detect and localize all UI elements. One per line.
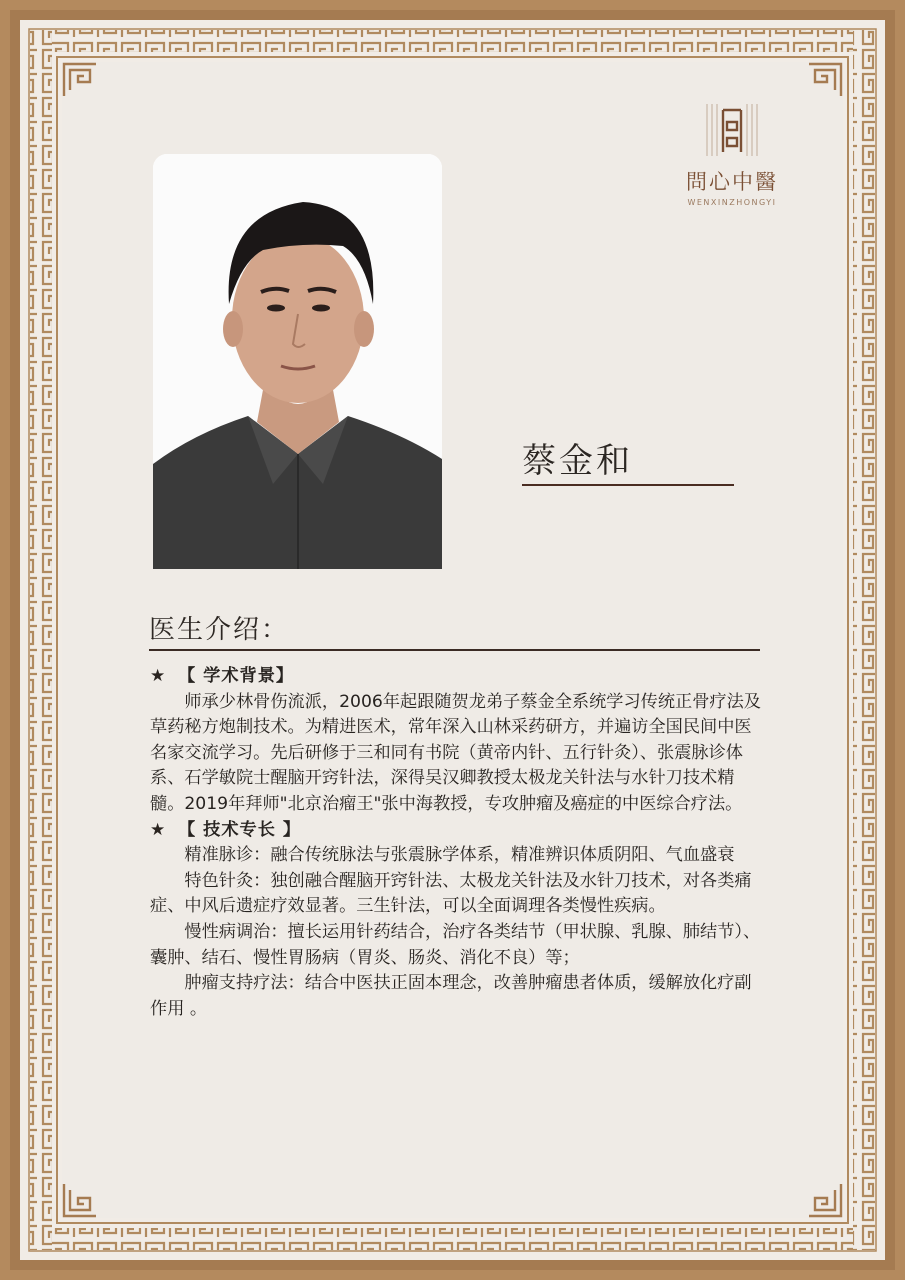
doctor-name: 蔡金和: [522, 441, 633, 481]
section-label: 【 学术背景】: [178, 666, 295, 686]
name-underline: [522, 484, 734, 486]
section-paragraph: 特色针灸：独创融合醒脑开窍针法、太极龙关针法及水针刀技术，对各类痛症、中风后遗症疗效显著。三生针法，可以全面调理各类慢性疾病。: [150, 870, 752, 917]
logo-title: 問心中醫: [686, 170, 778, 194]
corner-ornament-icon: [62, 1182, 98, 1218]
star-icon: ★: [150, 666, 166, 686]
corner-ornament-icon: [62, 62, 98, 98]
brand-logo: [672, 100, 792, 220]
section-paragraph: 师承少林骨伤流派，2006年起跟随贺龙弟子蔡金全系统学习传统正骨疗法及草药秘方炮制技术。为精进医术，常年深入山林采药研方，并遍访全国民间中医名家交流学习。先后研修于三和同有书院（黄帝内针、五行针灸）、张震脉诊体系、石学敏院士醒脑开窍针法，深得吴汉卿教授太极龙关针法与水针刀技术精髓。2019年拜师"北京治瘤王"张中海教授，专攻肿瘤及癌症的中医综合疗法。: [150, 691, 761, 814]
corner-ornament-icon: [807, 62, 843, 98]
intro-content: [150, 664, 762, 1022]
intro-divider: [149, 649, 760, 651]
section-header: [150, 818, 762, 844]
section-label: 【 技术专长 】: [178, 819, 302, 840]
section-paragraph: 肿瘤支持疗法：结合中医扶正固本理念，改善肿瘤患者体质，缓解放化疗副作用 。: [150, 973, 752, 1019]
corner-ornament-icon: [807, 1182, 843, 1218]
section-paragraph: 慢性病调治：擅长运用针药结合，治疗各类结节（甲状腺、乳腺、肺结节）、囊肿、结石、慢性胃肠病（胃炎、肠炎、消化不良）等；: [150, 921, 761, 968]
doctor-photo: [153, 154, 442, 569]
star-icon: ★: [150, 819, 166, 840]
section-paragraph: 精准脉诊：融合传统脉法与张震脉学体系，精准辨识体质阴阳、气血盛衰: [184, 845, 735, 866]
intro-heading: 医生介绍：: [149, 615, 290, 645]
section-header: [150, 664, 762, 690]
logo-subtitle: WENXINZHONGYI: [687, 198, 777, 207]
logo-mark-icon: [697, 100, 767, 160]
